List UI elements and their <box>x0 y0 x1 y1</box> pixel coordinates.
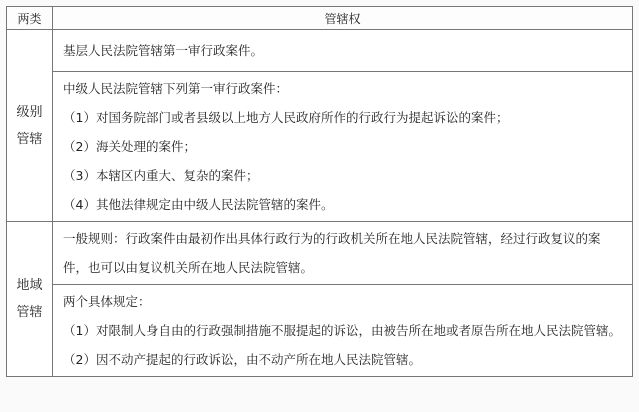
table-header-row <box>7 7 633 30</box>
territorial-specific-cell <box>53 285 633 377</box>
list-item: （1）对国务院部门或者县级以上地方人民政府所作的行政行为提起诉讼的案件； <box>63 110 509 125</box>
header-category: 两类 <box>7 7 53 30</box>
category-territorial-label: 地域管辖 <box>16 278 43 320</box>
list-item: （4）其他法律规定由中级人民法院管辖的案件。 <box>63 197 334 212</box>
list-item: （2）海关处理的案件； <box>63 139 196 154</box>
territorial-general-cell <box>53 222 633 285</box>
level-intermediate-cell <box>53 72 633 222</box>
level-intermediate-intro: 中级人民法院管辖下列第一审行政案件： <box>63 81 289 96</box>
category-level-label: 级别管辖 <box>16 104 43 147</box>
table-row <box>7 285 633 377</box>
table-row <box>7 222 633 285</box>
list-item: （1）对限制人身自由的行政强制措施不服提起的诉讼，由被告所在地或者原告所在地人民法院管辖。 <box>63 323 621 338</box>
level-basic-cell <box>53 30 633 72</box>
list-item: （2）因不动产提起的行政诉讼，由不动产所在地人民法院管辖。 <box>63 352 421 367</box>
table-row <box>7 30 633 72</box>
category-territorial <box>7 222 53 377</box>
jurisdiction-table <box>6 6 633 377</box>
category-level <box>7 30 53 222</box>
header-jurisdiction: 管辖权 <box>53 7 633 30</box>
table-row <box>7 72 633 222</box>
territorial-general-rule: 一般规则：行政案件由最初作出具体行政行为的行政机关所在地人民法院管辖，经过行政复议的案件，也可以由复议机关所在地人民法院管辖。 <box>63 231 601 275</box>
territorial-specific-intro: 两个具体规定： <box>63 294 151 309</box>
level-basic-text: 基层人民法院管辖第一审行政案件。 <box>63 43 264 58</box>
list-item: （3）本辖区内重大、复杂的案件； <box>63 168 259 183</box>
